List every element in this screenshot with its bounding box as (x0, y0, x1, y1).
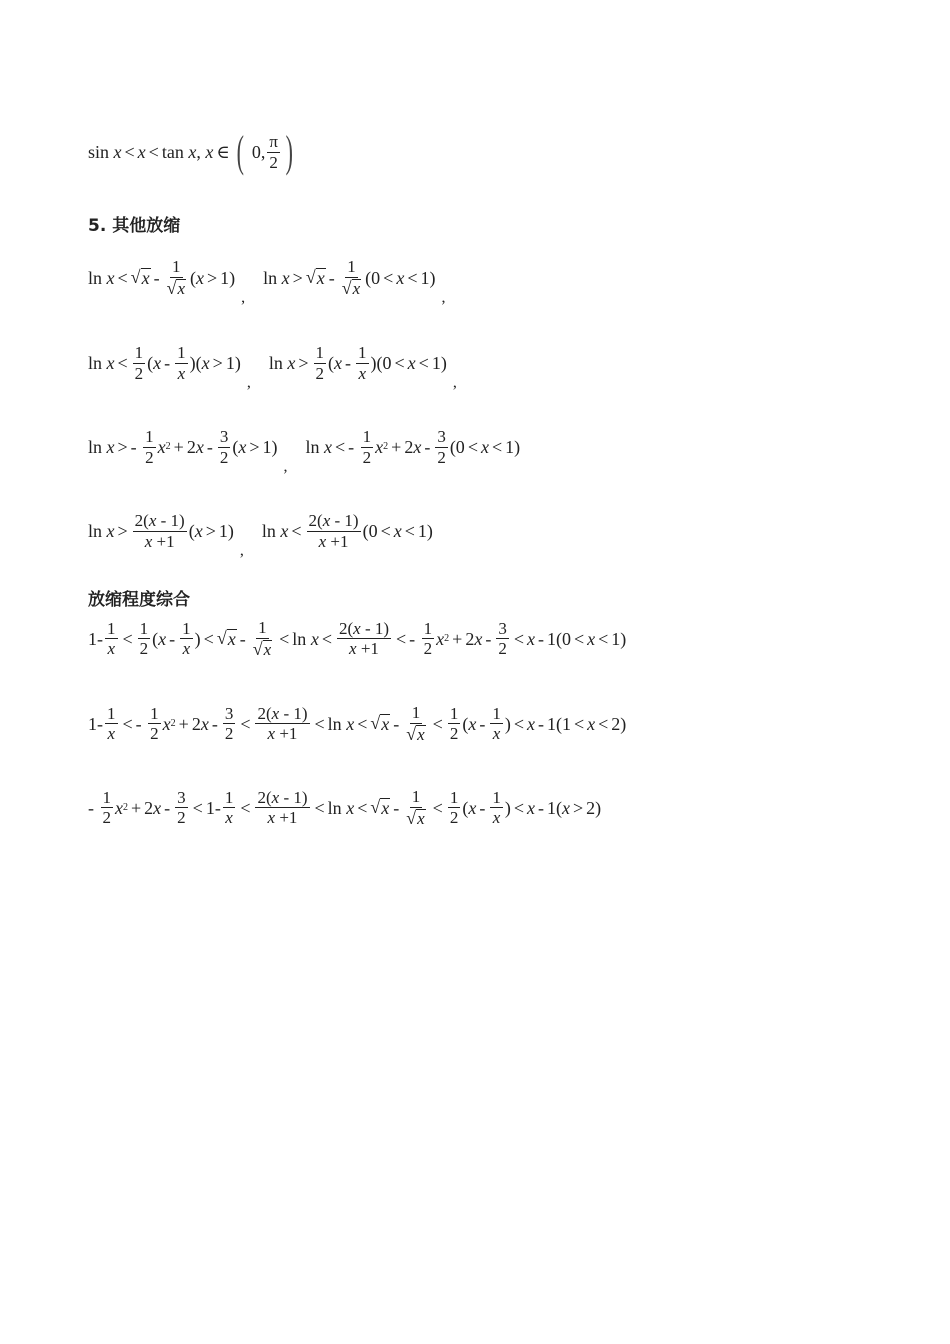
formula-ln-sqrt: ln x < √ x - 1 √ x ( x > 1) , ln x > √ x - 1 √ x (0 < x < 1) , (88, 257, 446, 306)
section-heading-summary: 放缩程度综合 (88, 590, 190, 610)
formula-sin-tan: sin x < x < tan x , x ∈ ( 0, $\frac{\pi}{2}$ ) (88, 127, 293, 176)
formula-ln-quadratic: ln x > - $\frac{1}{2}$ x 2 + 2 x - $\frac{3}{2}$ ( x > 1) , ln x < - $\frac{1}{2}$ x 2 + 2 x - $\frac{3}{2}$ (0 < x < 1) (88, 427, 521, 475)
section-heading-other-scaling: 5. 其他放缩 (88, 216, 181, 236)
formula-ln-half: ln x < $\frac{1}{2}$ ( x - $\frac{1}{x}$ )( x > 1) , ln x > $\frac{1}{2}$ ( x - $\frac{1}{x}$ )(0 < x < 1) , (88, 343, 457, 391)
formula-chain-gt-2: - $\frac{1}{2}$ x 2 + 2 x - $\frac{3}{2}$ < 1- $\frac{1}{x}$ < $\frac{2(x - 1)}{x +1}$ < ln x < √ x - 1 √ x < $\frac{1}{2}$ ( x - $\frac{1}{x}$ ) < x - 1( x > 2) (88, 787, 602, 828)
formula-ln-rational: ln x > $\frac{2(x - 1)}{x +1}$ ( x > 1) , ln x < $\frac{2(x - 1)}{x +1}$ (0 < x < 1) (88, 511, 433, 559)
formula-chain-0-1: 1- $\frac{1}{x}$ < $\frac{1}{2}$ ( x - $\frac{1}{x}$ ) < √ x - 1 √ x < ln x < $\frac{2(x - 1)}{x +1}$ < - $\frac{1}{2}$ x 2 + 2 x - $\frac{3}{2}$ < x - 1(0 < x < 1) (88, 618, 627, 659)
formula-chain-1-2: 1- $\frac{1}{x}$ < - $\frac{1}{2}$ x 2 + 2 x - $\frac{3}{2}$ < $\frac{2(x - 1)}{x +1}$ < ln x < √ x - 1 √ x < $\frac{1}{2}$ ( x - $\frac{1}{x}$ ) < x - 1(1 < x < 2) (88, 703, 627, 744)
